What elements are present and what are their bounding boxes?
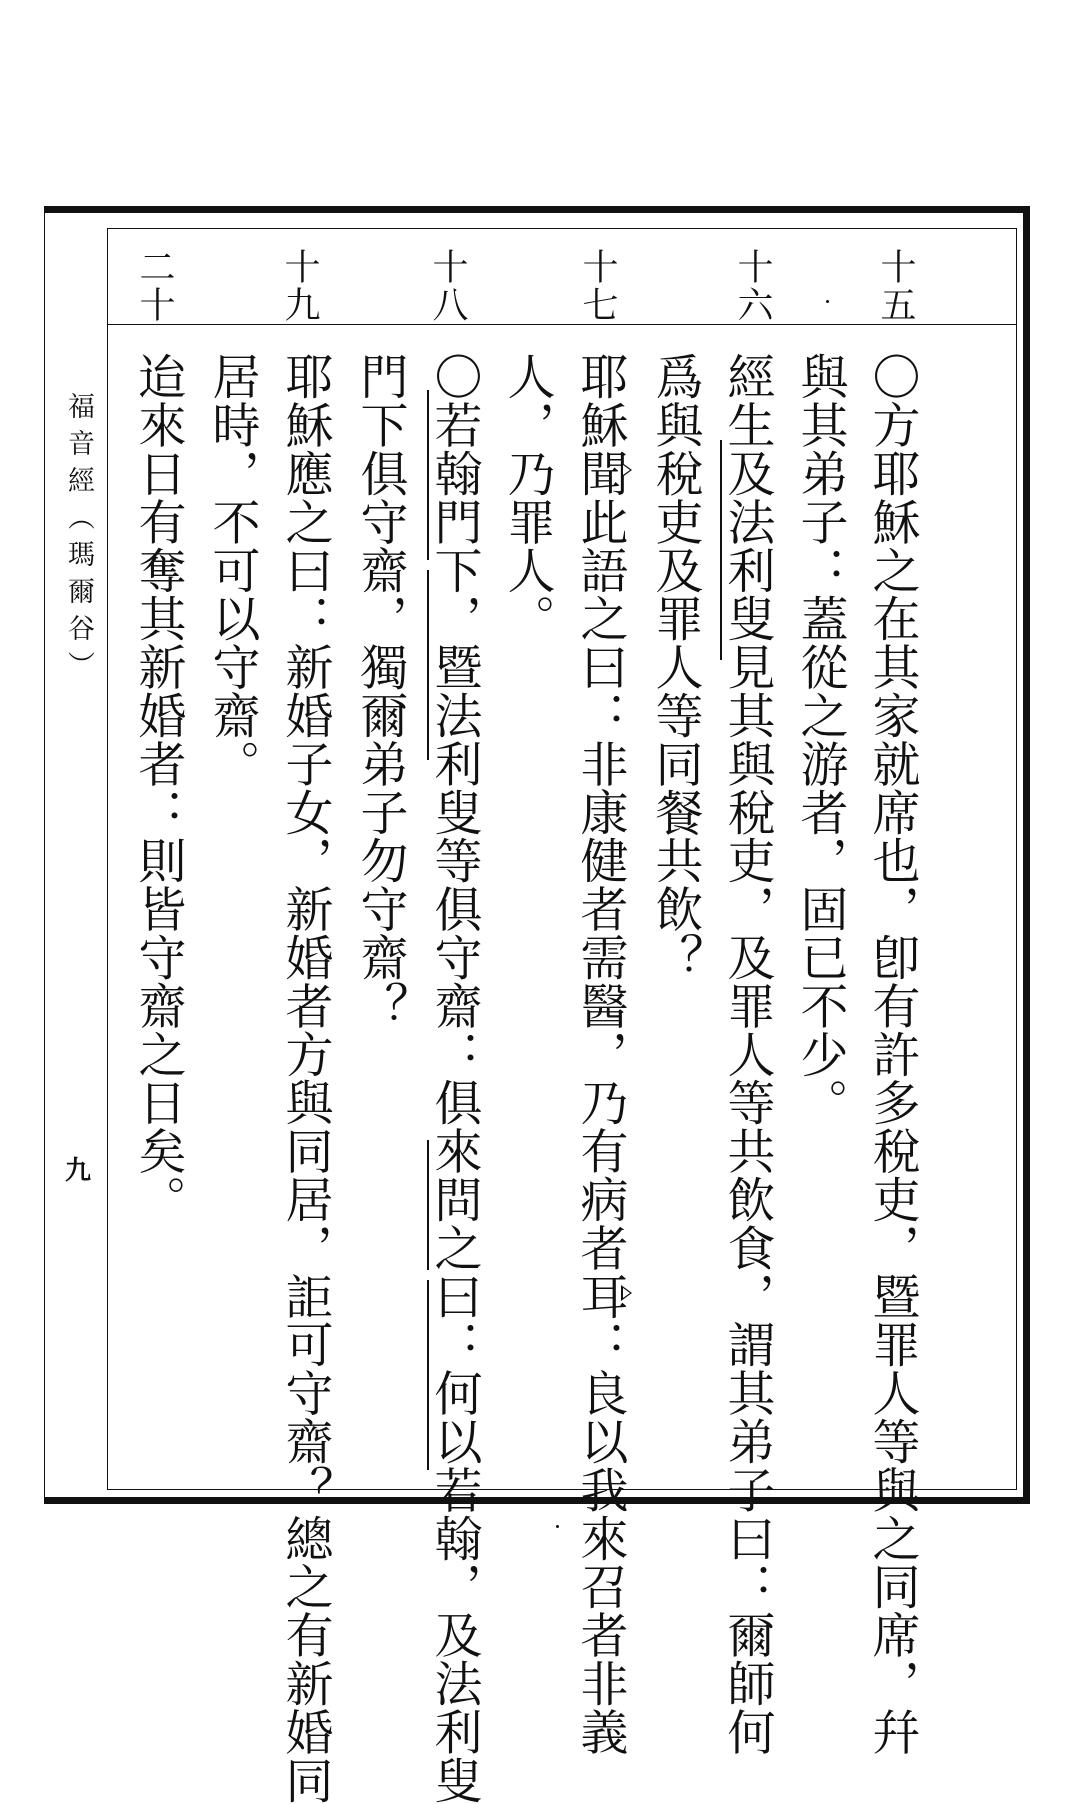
verse-number-18: 十八 xyxy=(427,248,468,324)
verse-number-20: 二十 xyxy=(134,248,175,324)
text-column: 耶穌應之曰：新婚子女，新婚者方與同居，詎可守齋？總之有新婚同 xyxy=(277,352,333,1804)
proper-name-rule xyxy=(427,570,429,760)
text-column: 迨來日有奪其新婚者：則皆守齋之日矣。 xyxy=(130,352,186,1224)
proper-name-rule xyxy=(720,440,722,660)
proper-name-rule xyxy=(427,1280,429,1470)
verse-number-15: 十五 xyxy=(875,248,916,324)
page-number: 九 xyxy=(64,1156,91,1186)
text-column: 〇方耶穌之在其家就席也，卽有許多稅吏，暨罪人等與之同席，幷 xyxy=(864,352,920,1756)
verse-number-16: 十六 xyxy=(732,248,773,324)
text-column: 居時，不可以守齋。 xyxy=(204,352,260,788)
text-column: 耶穌聞此語之曰：非康健者需醫，乃有病者耳：良以我來召者非義 xyxy=(572,352,628,1756)
triangle-marker-icon xyxy=(621,1285,632,1301)
triangle-marker-icon xyxy=(621,462,632,478)
verse-number-17: 十七 xyxy=(577,248,618,324)
ink-dot xyxy=(556,1525,559,1528)
proper-name-rule xyxy=(427,390,429,560)
text-column: 經生及法利叟見其與稅吏，及罪人等共飲食，謂其弟子曰：爾師何 xyxy=(719,352,775,1756)
verse-number-19: 十九 xyxy=(279,248,320,324)
ink-dot xyxy=(826,300,829,303)
text-column: 門下俱守齋，獨爾弟子勿守齋？ xyxy=(352,352,408,1030)
text-column: 與其弟子：蓋從之游者，固已不少。 xyxy=(792,352,848,1127)
text-column: 〇若翰門下，暨法利叟等俱守齋：俱來問之曰：何以若翰，及法利叟 xyxy=(426,352,482,1804)
proper-name-rule xyxy=(427,1140,429,1270)
text-column: 人，乃罪人。 xyxy=(499,352,555,643)
verse-number-divider xyxy=(107,324,1017,325)
running-title: 福音經（瑪爾谷） xyxy=(63,392,94,688)
text-column: 爲與稅吏及罪人等同餐共飲？ xyxy=(647,352,703,982)
